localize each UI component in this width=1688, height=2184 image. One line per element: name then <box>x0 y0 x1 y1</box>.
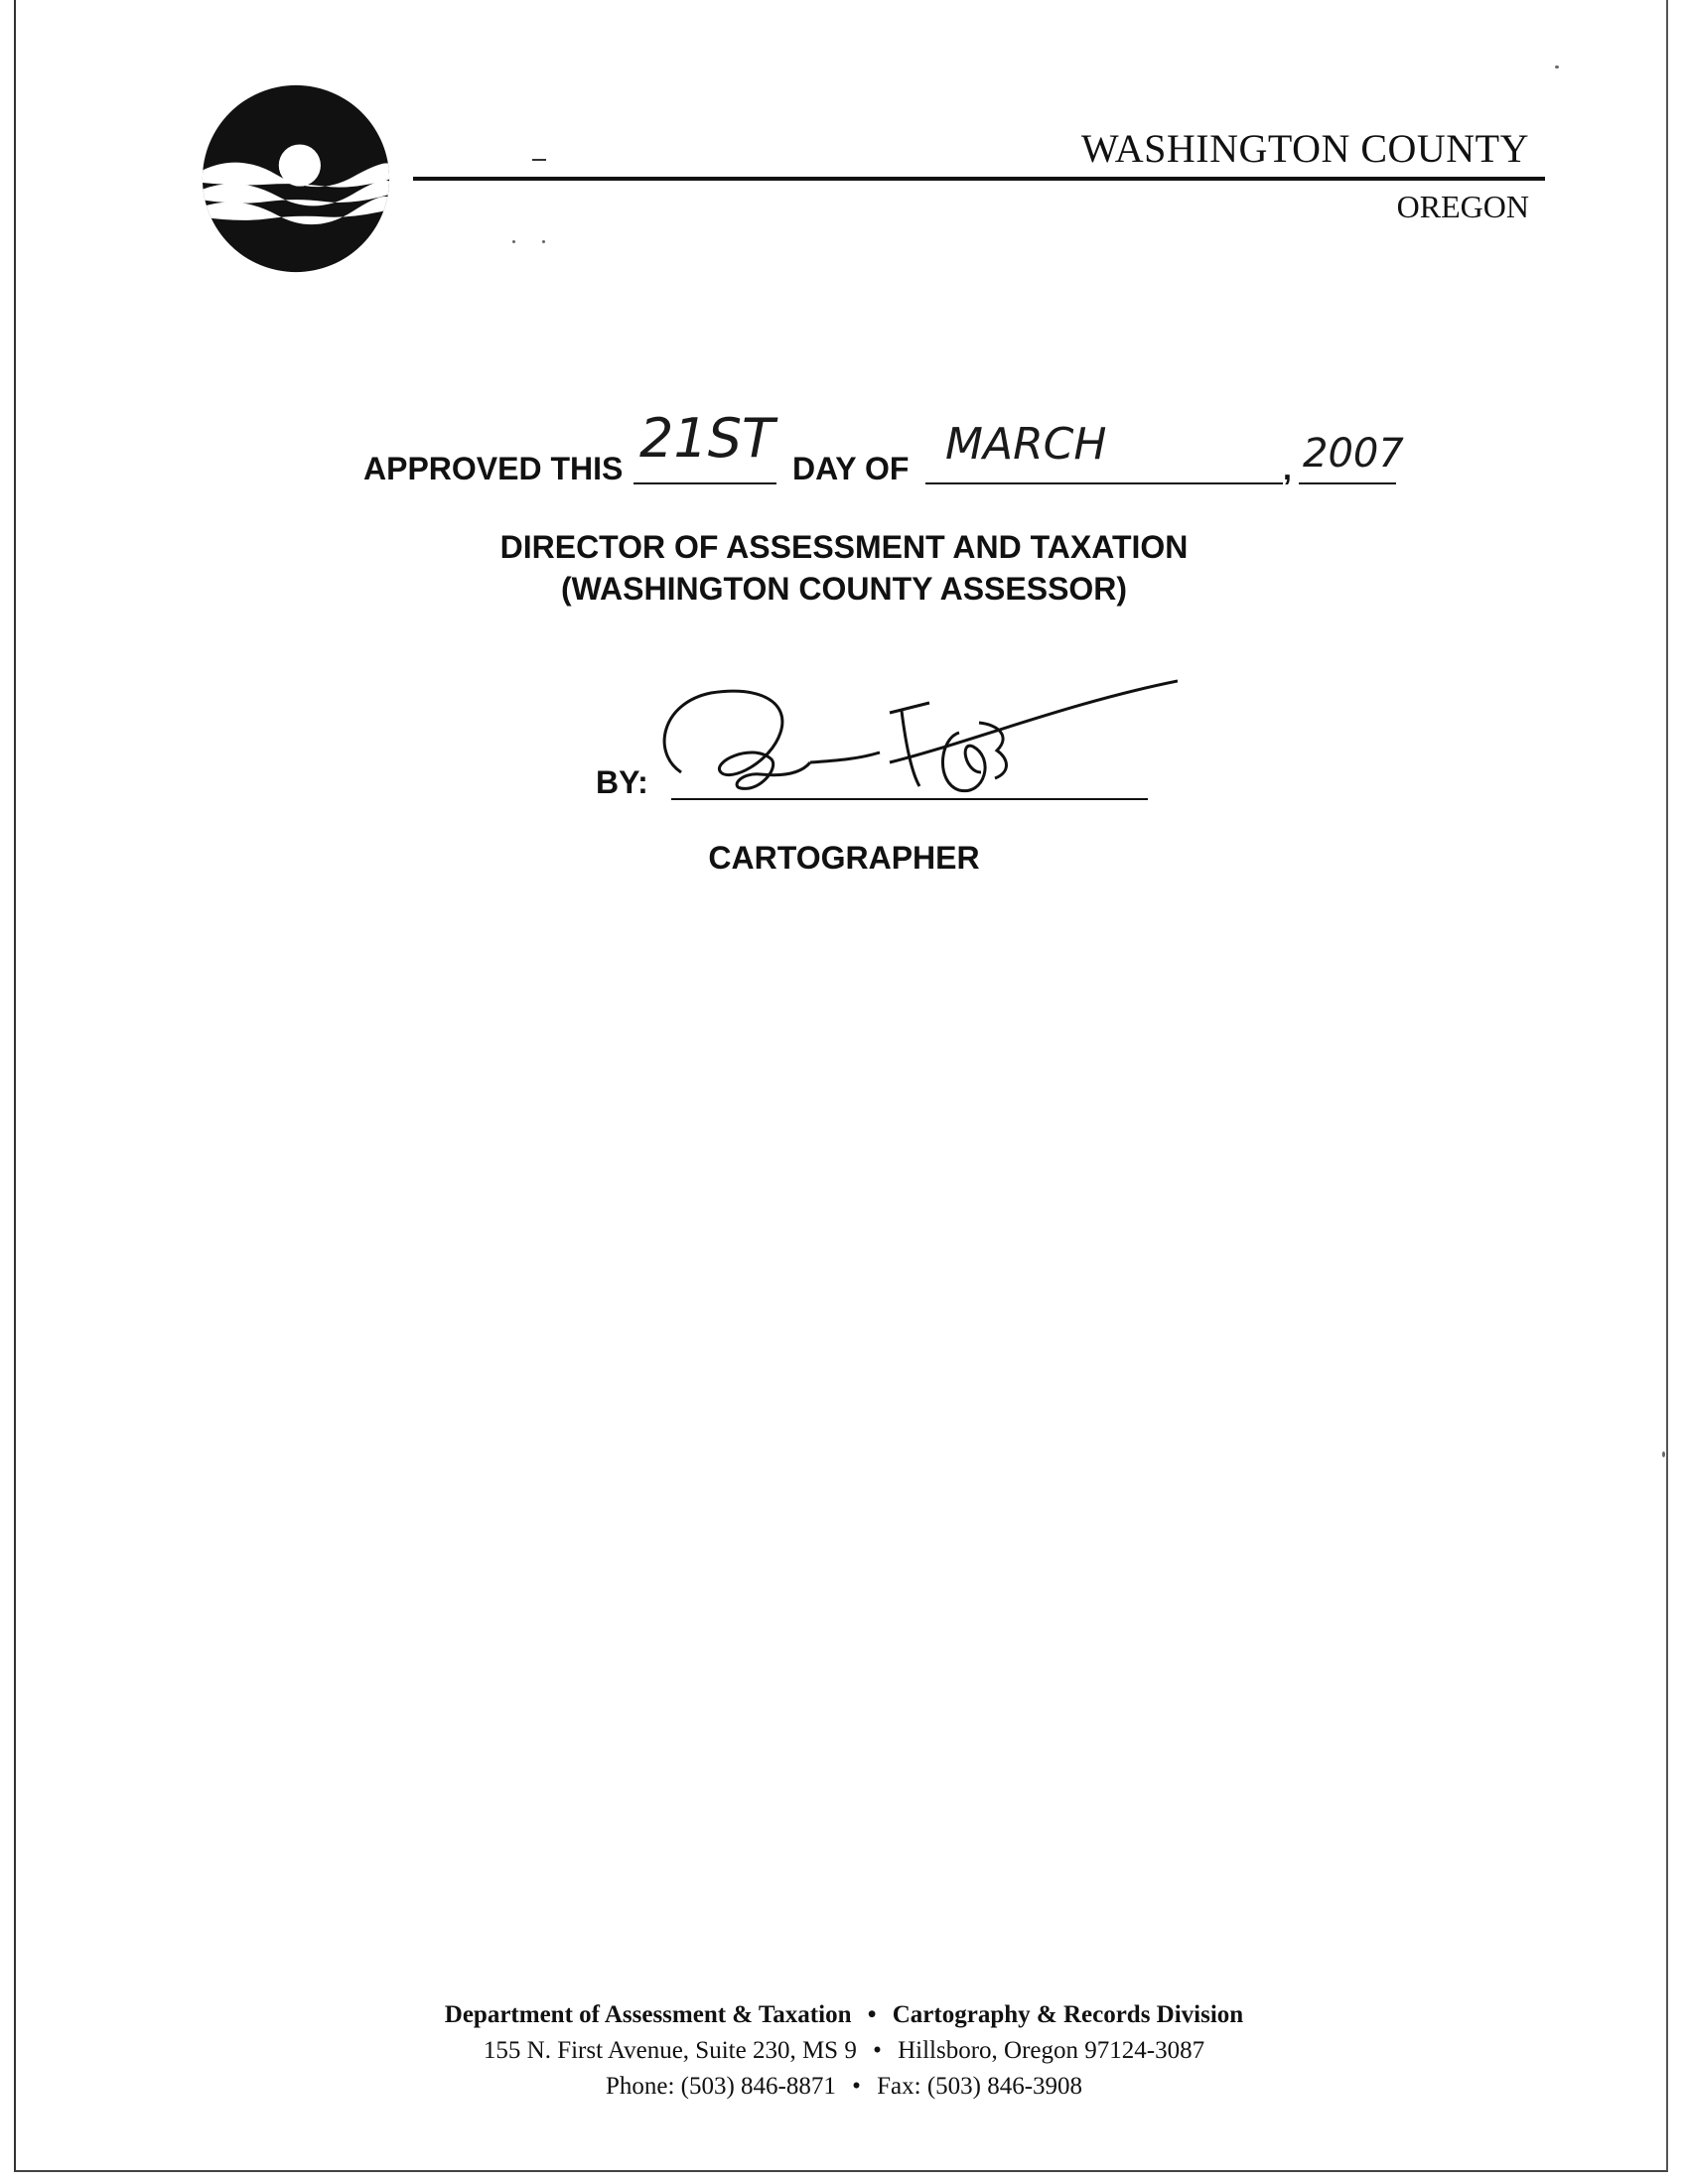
month-blank <box>925 482 1283 484</box>
footer-line-1 <box>0 1997 1688 2033</box>
footer-address-block <box>0 1997 1688 2105</box>
county-logo-icon <box>201 83 391 274</box>
day-blank <box>633 482 776 484</box>
state-name: OREGON <box>1396 189 1529 224</box>
cartographer-title: CARTOGRAPHER <box>708 840 980 876</box>
bullet-separator: • <box>873 2037 882 2064</box>
header-rule <box>413 177 1545 181</box>
by-label: BY: <box>596 764 648 800</box>
handwritten-month: MARCH <box>945 419 1107 470</box>
county-name: WASHINGTON COUNTY <box>1080 126 1529 171</box>
stray-mark <box>532 159 546 161</box>
director-line-1: DIRECTOR OF ASSESSMENT AND TAXATION <box>499 529 1189 565</box>
scan-speck <box>542 240 545 243</box>
director-title <box>0 526 1688 610</box>
day-of-label: DAY OF <box>792 451 910 486</box>
bullet-separator: • <box>867 2001 877 2028</box>
date-comma: , <box>1283 451 1292 486</box>
document-page <box>14 0 1668 2172</box>
approval-line <box>363 397 1404 496</box>
approved-label: APPROVED THIS <box>363 451 624 486</box>
footer-division: Cartography & Records Division <box>892 2001 1244 2028</box>
footer-street: 155 N. First Avenue, Suite 230, MS 9 <box>483 2037 857 2064</box>
footer-city: Hillsboro, Oregon 97124-3087 <box>898 2037 1205 2064</box>
year-blank <box>1299 482 1396 484</box>
handwritten-signature <box>641 663 1178 822</box>
scan-speck <box>1662 1451 1665 1457</box>
handwritten-year: 2007 <box>1303 431 1404 477</box>
handwritten-day: 21ST <box>639 407 774 470</box>
scan-speck <box>512 240 515 243</box>
footer-department: Department of Assessment & Taxation <box>444 2001 852 2028</box>
footer-line-2 <box>0 2033 1688 2069</box>
bullet-separator: • <box>852 2073 861 2100</box>
scan-speck <box>1555 66 1559 68</box>
director-line-2: (WASHINGTON COUNTY ASSESSOR) <box>560 571 1128 607</box>
footer-phone: Phone: (503) 846-8871 <box>605 2073 836 2100</box>
footer-fax: Fax: (503) 846-3908 <box>877 2073 1083 2100</box>
footer-line-3 <box>0 2069 1688 2105</box>
